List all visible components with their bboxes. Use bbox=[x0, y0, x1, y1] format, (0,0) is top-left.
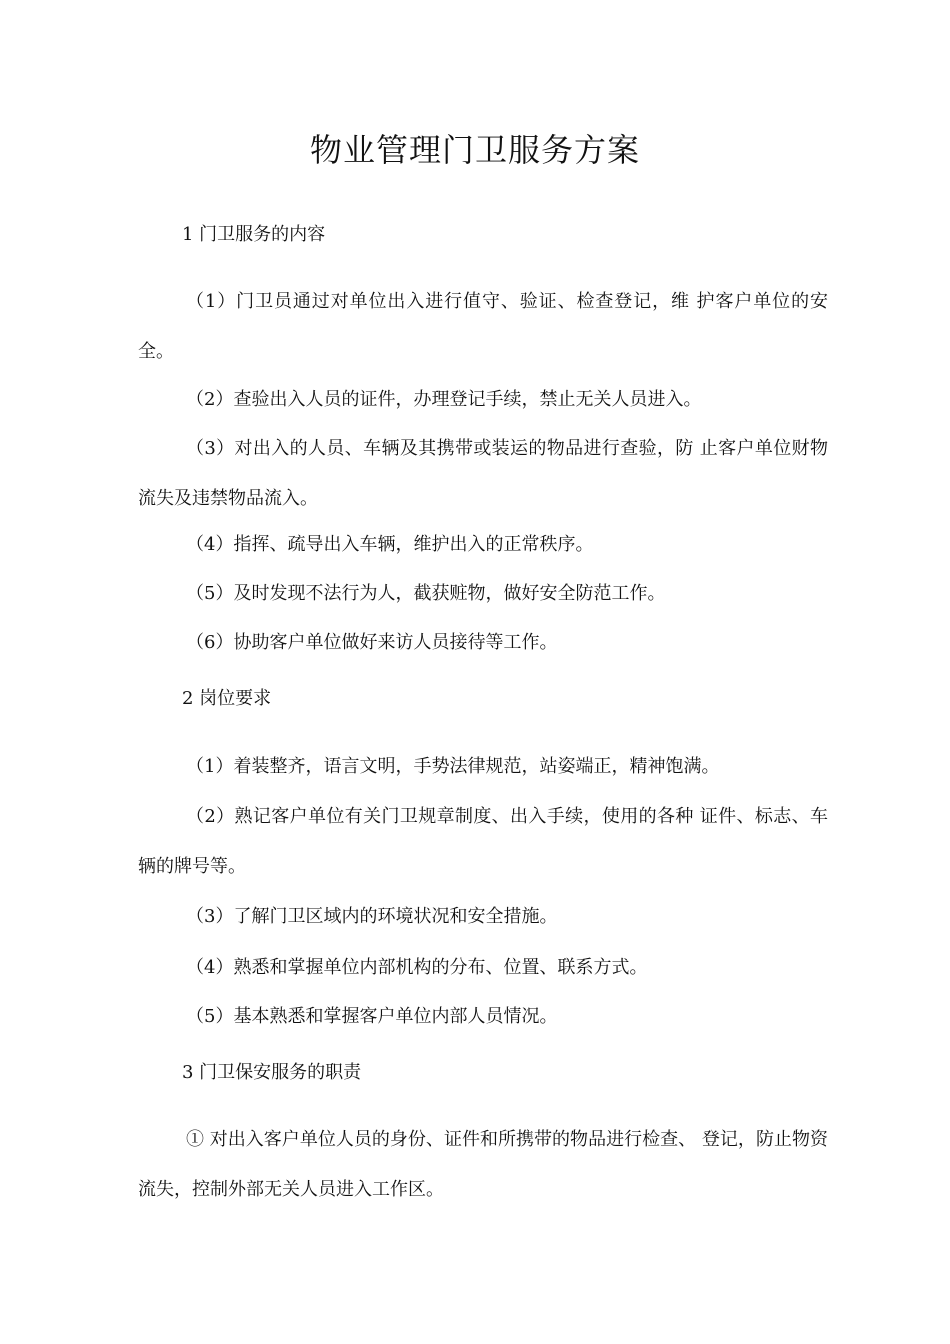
section-heading-3: 3 门卫保安服务的职责 bbox=[182, 1062, 362, 1083]
section1-item-6: （6）协助客户单位做好来访人员接待等工作。 bbox=[186, 632, 558, 653]
section2-item-2: （2）熟记客户单位有关门卫规章制度、出入手续，使用的各种 证件、标志、车辆的牌号等。 bbox=[138, 806, 828, 877]
section3-item-1: ① 对出入客户单位人员的身份、证件和所携带的物品进行检查、 登记，防止物资流失，控制外部无关人员进入工作区。 bbox=[138, 1129, 828, 1200]
section2-item-4: （4）熟悉和掌握单位内部机构的分布、位置、联系方式。 bbox=[186, 957, 648, 978]
section1-item-3: （3）对出入的人员、车辆及其携带或装运的物品进行查验，防 止客户单位财物流失及违禁物品流入。 bbox=[138, 438, 828, 509]
section2-item-1: （1）着装整齐，语言文明，手势法律规范，站姿端正，精神饱满。 bbox=[186, 756, 720, 777]
section-heading-2: 2 岗位要求 bbox=[182, 688, 272, 709]
section1-item-2: （2）查验出入人员的证件，办理登记手续，禁止无关人员进入。 bbox=[186, 389, 702, 410]
section-heading-1: 1 门卫服务的内容 bbox=[182, 224, 326, 245]
document-title: 物业管理门卫服务方案 bbox=[309, 131, 640, 169]
section2-item-3: （3）了解门卫区域内的环境状况和安全措施。 bbox=[186, 906, 558, 927]
section1-item-4: （4）指挥、疏导出入车辆，维护出入的正常秩序。 bbox=[186, 534, 594, 555]
section2-item-5: （5）基本熟悉和掌握客户单位内部人员情况。 bbox=[186, 1006, 558, 1027]
section1-item-5: （5）及时发现不法行为人，截获赃物，做好安全防范工作。 bbox=[186, 583, 666, 604]
section1-item-1: （1）门卫员通过对单位出入进行值守、验证、检查登记，维 护客户单位的安全。 bbox=[138, 291, 828, 362]
